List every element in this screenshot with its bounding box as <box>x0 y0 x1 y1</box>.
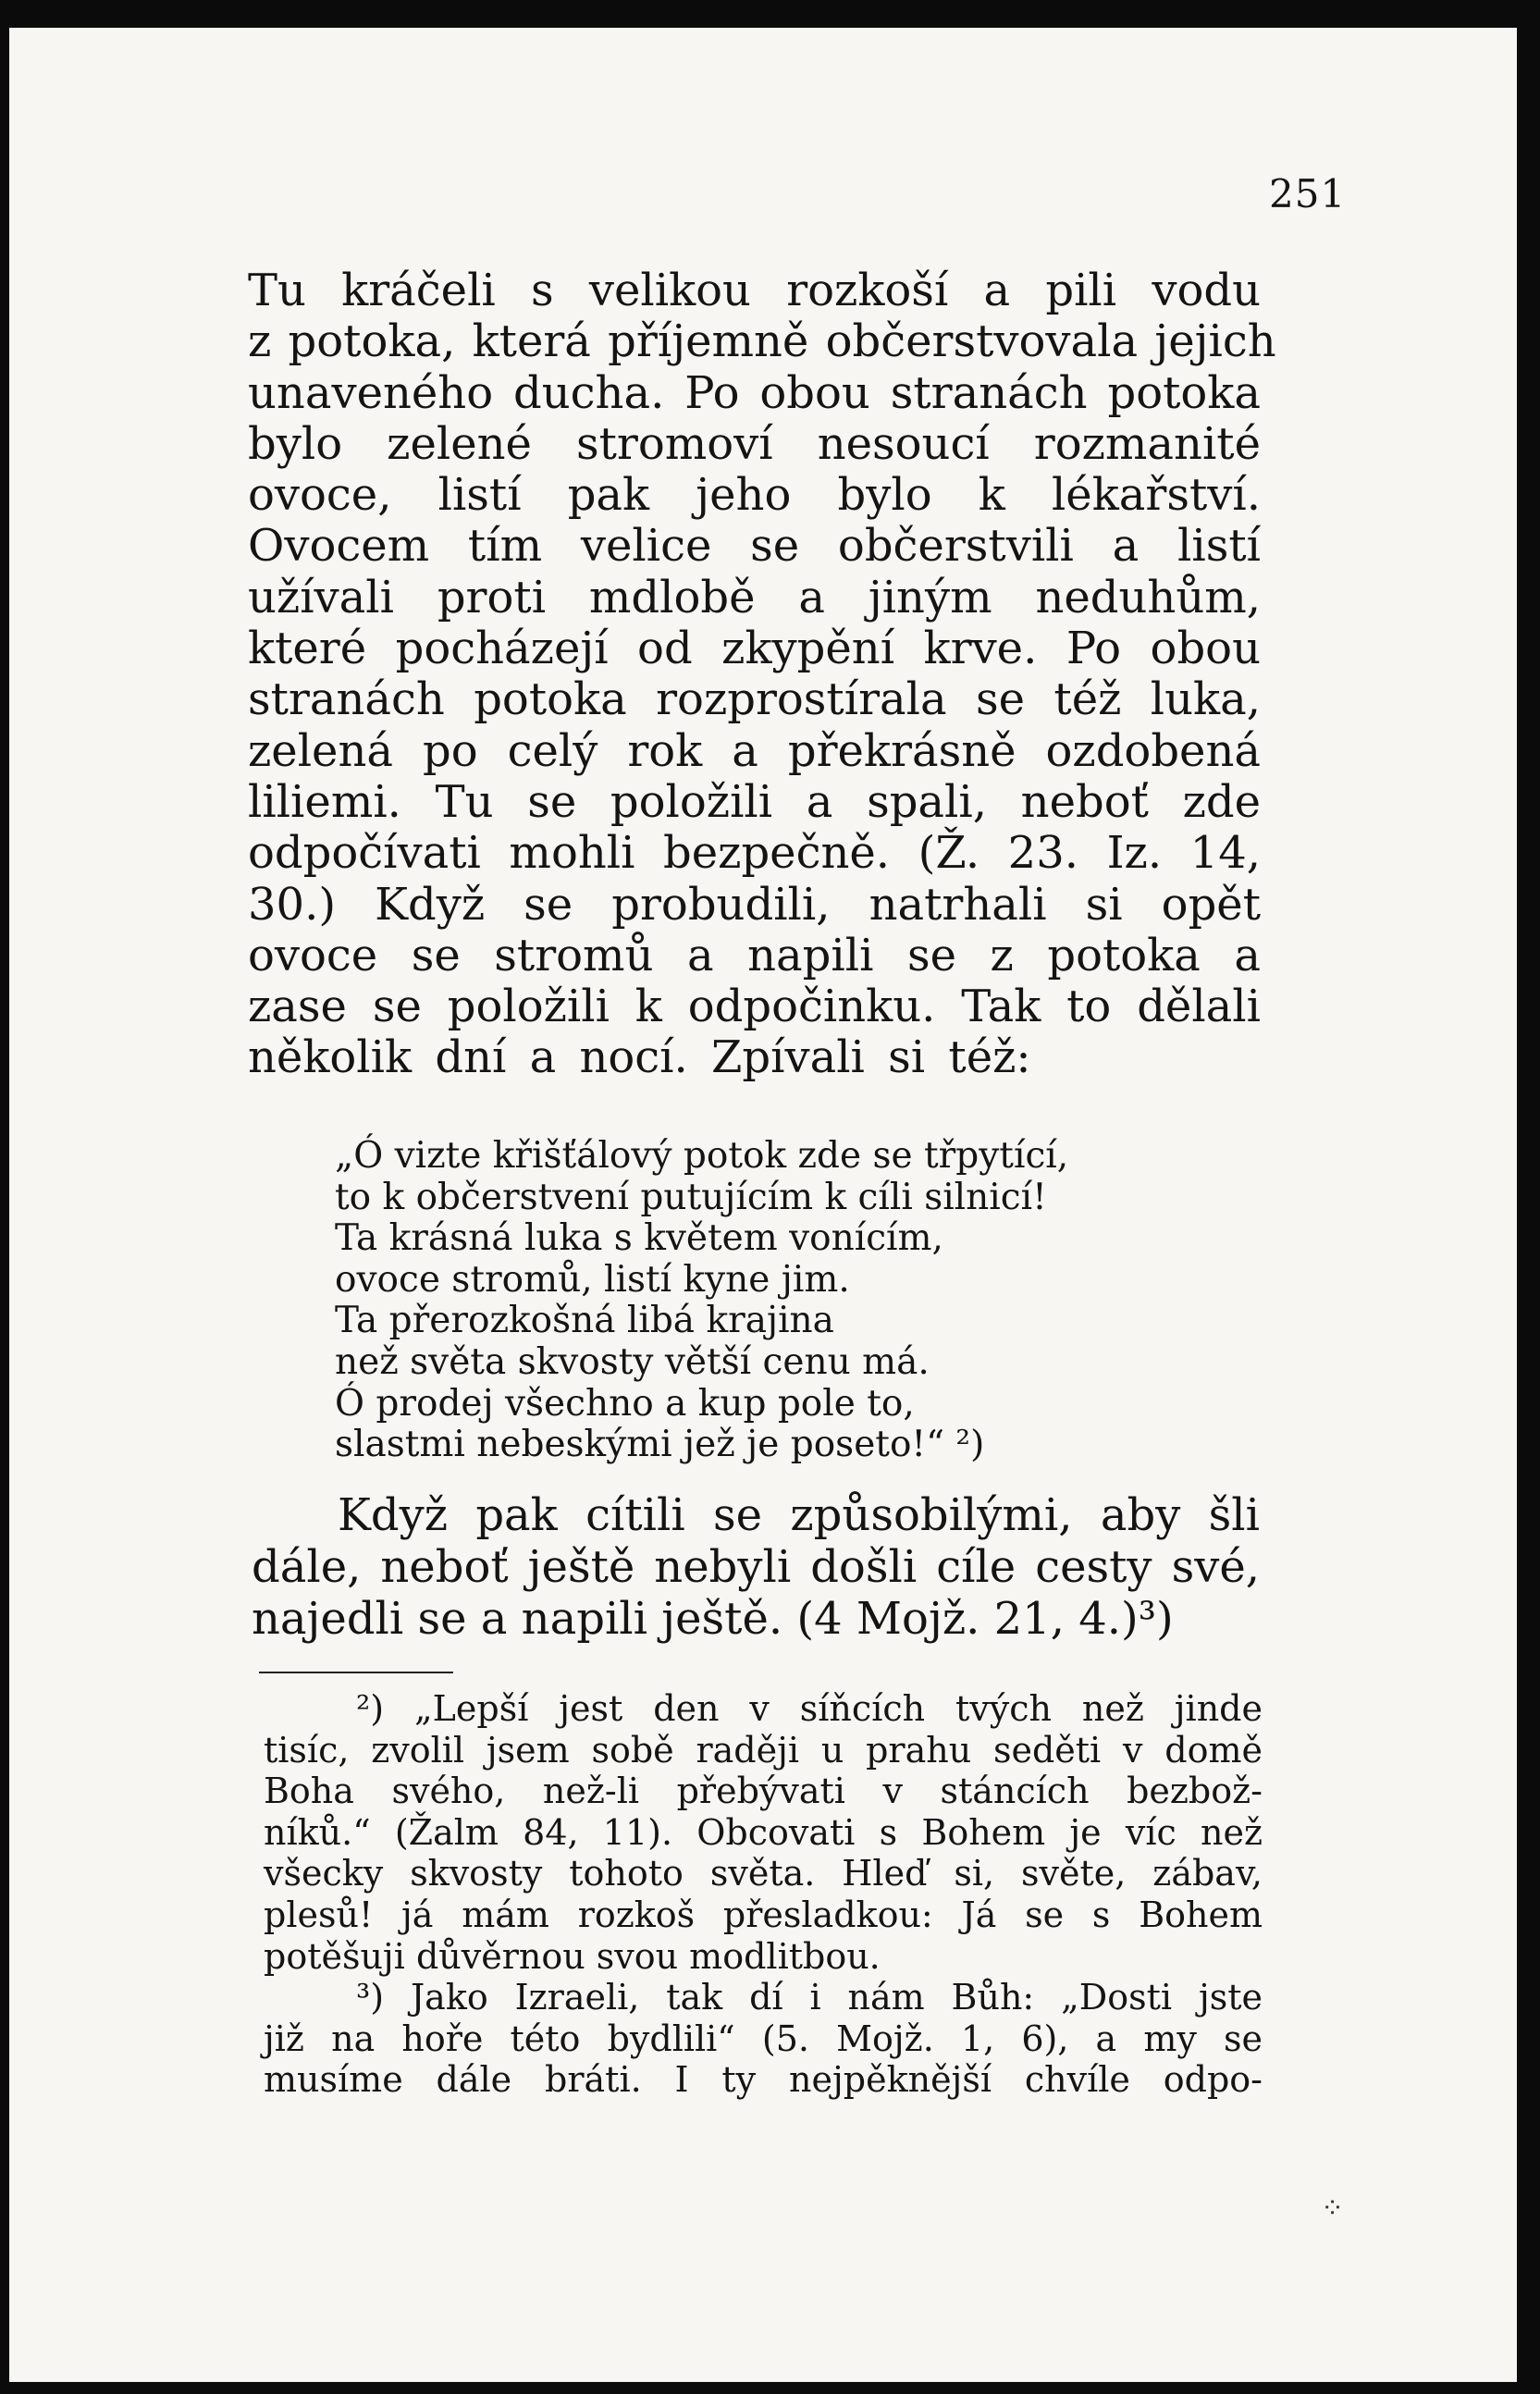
footnote-line: Boha svého, než-li přebývati v stáncích bezbož- <box>264 1771 1263 1812</box>
poem <box>335 1136 1260 1466</box>
text-line: Ovocem tím velice se občerstvili a listí <box>248 520 1261 573</box>
text-line: dále, neboť ještě nebyli došli cíle cesty své, <box>252 1541 1260 1593</box>
footnote-line: ²) „Lepší jest den v síňcích tvých než jinde <box>356 1688 1263 1729</box>
text-line: z potoka, která příjemně občerstvovala jejich <box>248 315 1276 368</box>
poem-line: „Ó vizte křišťálový potok zde se třpytící, <box>335 1135 1069 1177</box>
poem-line: Ta krásná luka s květem vonícím, <box>335 1217 943 1260</box>
poem-line: Ta přerozkošná libá krajina <box>335 1300 834 1342</box>
book-page <box>9 28 1517 2382</box>
text-line: unaveného ducha. Po obou stranách potoka <box>248 366 1261 419</box>
text-line: Když pak cítili se způsobilými, aby šli <box>338 1489 1260 1541</box>
text-line: zase se položili k odpočinku. Tak to dělali <box>248 981 1261 1033</box>
text-line: Tu kráčeli s velikou rozkoší a pili vodu <box>248 265 1261 316</box>
text-line: stranách potoka rozprostírala se též luka, <box>248 673 1261 726</box>
page-number: 251 <box>1269 171 1347 216</box>
poem-line: slastmi nebeskými jež je poseto!“ ²) <box>335 1424 985 1466</box>
footnote-line: již na hoře této bydlili“ (5. Mojž. 1, 6), a my se <box>264 2018 1263 2059</box>
text-line: zelená po celý rok a překrásně ozdobená <box>248 724 1261 777</box>
footnote-line: musíme dále bráti. I ty nejpěknější chvíle odpo- <box>264 2059 1263 2101</box>
text-line: 30.) Když se probudili, natrhali si opět <box>248 878 1261 931</box>
footnote-line: ³) Jako Izraeli, tak dí i nám Bůh: „Dosti jste <box>356 1977 1263 2018</box>
paragraph-1 <box>248 265 1276 1084</box>
footnote-line: všecky skvosty tohoto světa. Hleď si, světe, zábav, <box>264 1853 1263 1894</box>
poem-line: Ó prodej všechno a kup pole to, <box>335 1382 915 1425</box>
poem-line: to k občerstvení putujícím k cíli silnicí! <box>335 1176 1047 1218</box>
text-line: bylo zelené stromoví nesoucí rozmanité <box>248 417 1261 470</box>
footnote-line: potěšuji důvěrnou svou modlitbou. <box>264 1935 881 1977</box>
footnote-divider <box>259 1672 453 1673</box>
text-line: odpočívati mohli bezpečně. (Ž. 23. Iz. 14, <box>248 827 1261 880</box>
footnote-line: tisíc, zvolil jsem sobě raději u prahu seděti v domě <box>264 1729 1263 1771</box>
poem-line: než světa skvosty větší cenu má. <box>335 1340 930 1383</box>
text-line: které pocházejí od zkypění krve. Po obou <box>248 623 1261 675</box>
text-line: liliemi. Tu se položili a spali, neboť zde <box>248 775 1261 828</box>
poem-line: ovoce stromů, listí kyne jim. <box>335 1258 850 1301</box>
paragraph-2 <box>252 1489 1260 1645</box>
text-line: užívali proti mdlobě a jiným neduhům, <box>248 571 1261 623</box>
footnote-line: níků.“ (Žalm 84, 11). Obcovati s Bohem je víc než <box>264 1811 1263 1853</box>
text-line: najedli se a napili ještě. (4 Mojž. 21, 4.)³) <box>252 1593 1174 1645</box>
text-line: několik dní a nocí. Zpívali si též: <box>248 1031 1031 1084</box>
footnote-line: plesů! já mám rozkoš přesladkou: Já se s Bohem <box>264 1894 1263 1935</box>
text-line: ovoce se stromů a napili se z potoka a <box>248 929 1261 981</box>
scan-speck: ⁘ <box>1321 2192 1345 2225</box>
text-line: ovoce, listí pak jeho bylo k lékařství. <box>248 469 1261 522</box>
footnotes <box>264 1688 1263 2101</box>
